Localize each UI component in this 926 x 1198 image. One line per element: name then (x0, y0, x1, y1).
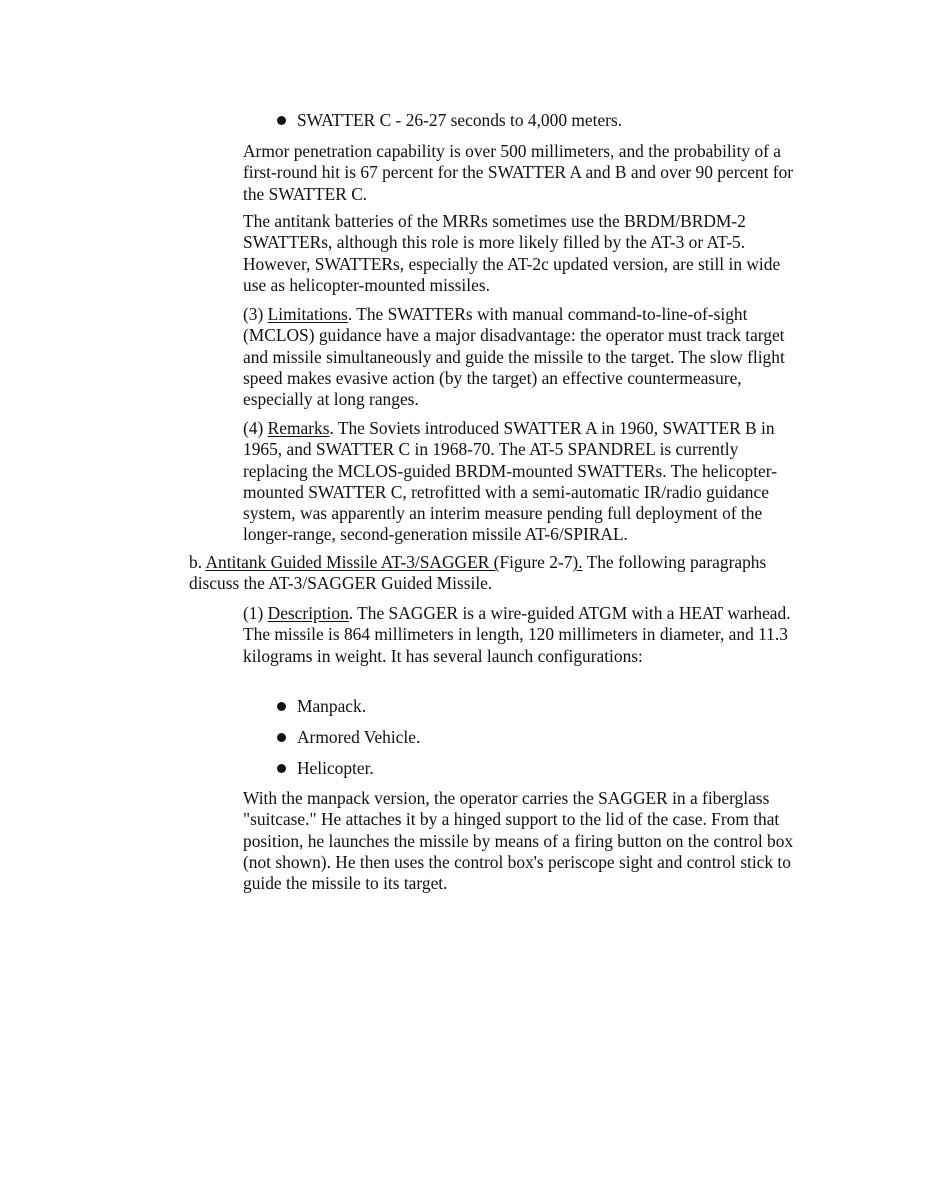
list-item-text: Manpack. (297, 696, 367, 716)
list-item-text: SWATTER C - 26-27 seconds to 4,000 meters. (297, 110, 623, 130)
paragraph-number: (3) (243, 304, 268, 324)
paragraph-section-b (189, 552, 809, 595)
paragraph-armor: Armor penetration capability is over 500 millimeters, and the probability of a first-round hit is 67 percent for the SWATTER A and B and over 90 percent for the SWATTER C. (243, 141, 794, 204)
list-item-text: Armored Vehicle. (297, 727, 421, 747)
bullet-icon (277, 702, 286, 711)
paragraph-manpack: With the manpack version, the operator carries the SAGGER in a fiberglass "suitcase." He attaches it by a hinged support to the lid of the case. From that position, he launches the missile by means of a firing button on the control box (not shown). He then uses the control box's periscope sight and control stick to guide the missile to its target. (243, 788, 794, 894)
paragraph-number: (4) (243, 418, 268, 438)
heading-close: ). (572, 552, 583, 572)
section-heading-remarks: Remarks (267, 418, 330, 438)
paragraph-body: . The SAGGER is a wire-guided ATGM with a HEAT warhead. The missile is 864 millimeters in length, 120 millimeters in diameter, and 11.3 kilograms in weight. It has several launch configurations: (243, 603, 791, 666)
section-heading-limitations: Limitations (267, 304, 348, 324)
list-item-text: Helicopter. (297, 758, 374, 778)
figure-reference: Figure 2-7 (499, 552, 573, 572)
paragraph-body: . The Soviets introduced SWATTER A in 1960, SWATTER B in 1965, and SWATTER C in 1968-70. The AT-5 SPANDREL is currently replacing the MCLOS-guided BRDM-mounted SWATTERs. The helicopter-mounted SWATTER C, retrofitted with a semi-automatic IR/radio guidance system, was apparently an interim measure pending full deployment of the longer-range, second-generation missile AT-6/SPIRAL. (243, 418, 778, 545)
paragraph-number: (1) (243, 603, 268, 623)
paragraph-antitank-batteries: The antitank batteries of the MRRs sometimes use the BRDM/BRDM-2 SWATTERs, although this role is more likely filled by the AT-3 or AT-5. However, SWATTERs, especially the AT-2c updated version, are still in wide use as helicopter-mounted missiles. (243, 211, 781, 295)
paragraph-description (243, 603, 803, 667)
section-heading-sagger: Antitank Guided Missile AT-3/SAGGER ( (205, 552, 500, 572)
section-letter: b. (189, 552, 206, 572)
bullet-icon (277, 116, 286, 125)
paragraph-limitations (243, 304, 803, 410)
bullet-icon (277, 733, 286, 742)
paragraph-body: . The SWATTERs with manual command-to-line-of-sight (MCLOS) guidance have a major disadvantage: the operator must track target and missile simultaneously and guide the missile to the target. The slow flight speed makes evasive action (by the target) an effective countermeasure, especially at long ranges. (243, 304, 785, 410)
section-heading-description: Description (267, 603, 349, 623)
paragraph-body: The following paragraphs discuss the AT-3/SAGGER Guided Missile. (189, 552, 767, 594)
bullet-icon (277, 764, 286, 773)
paragraph-remarks (243, 418, 803, 546)
